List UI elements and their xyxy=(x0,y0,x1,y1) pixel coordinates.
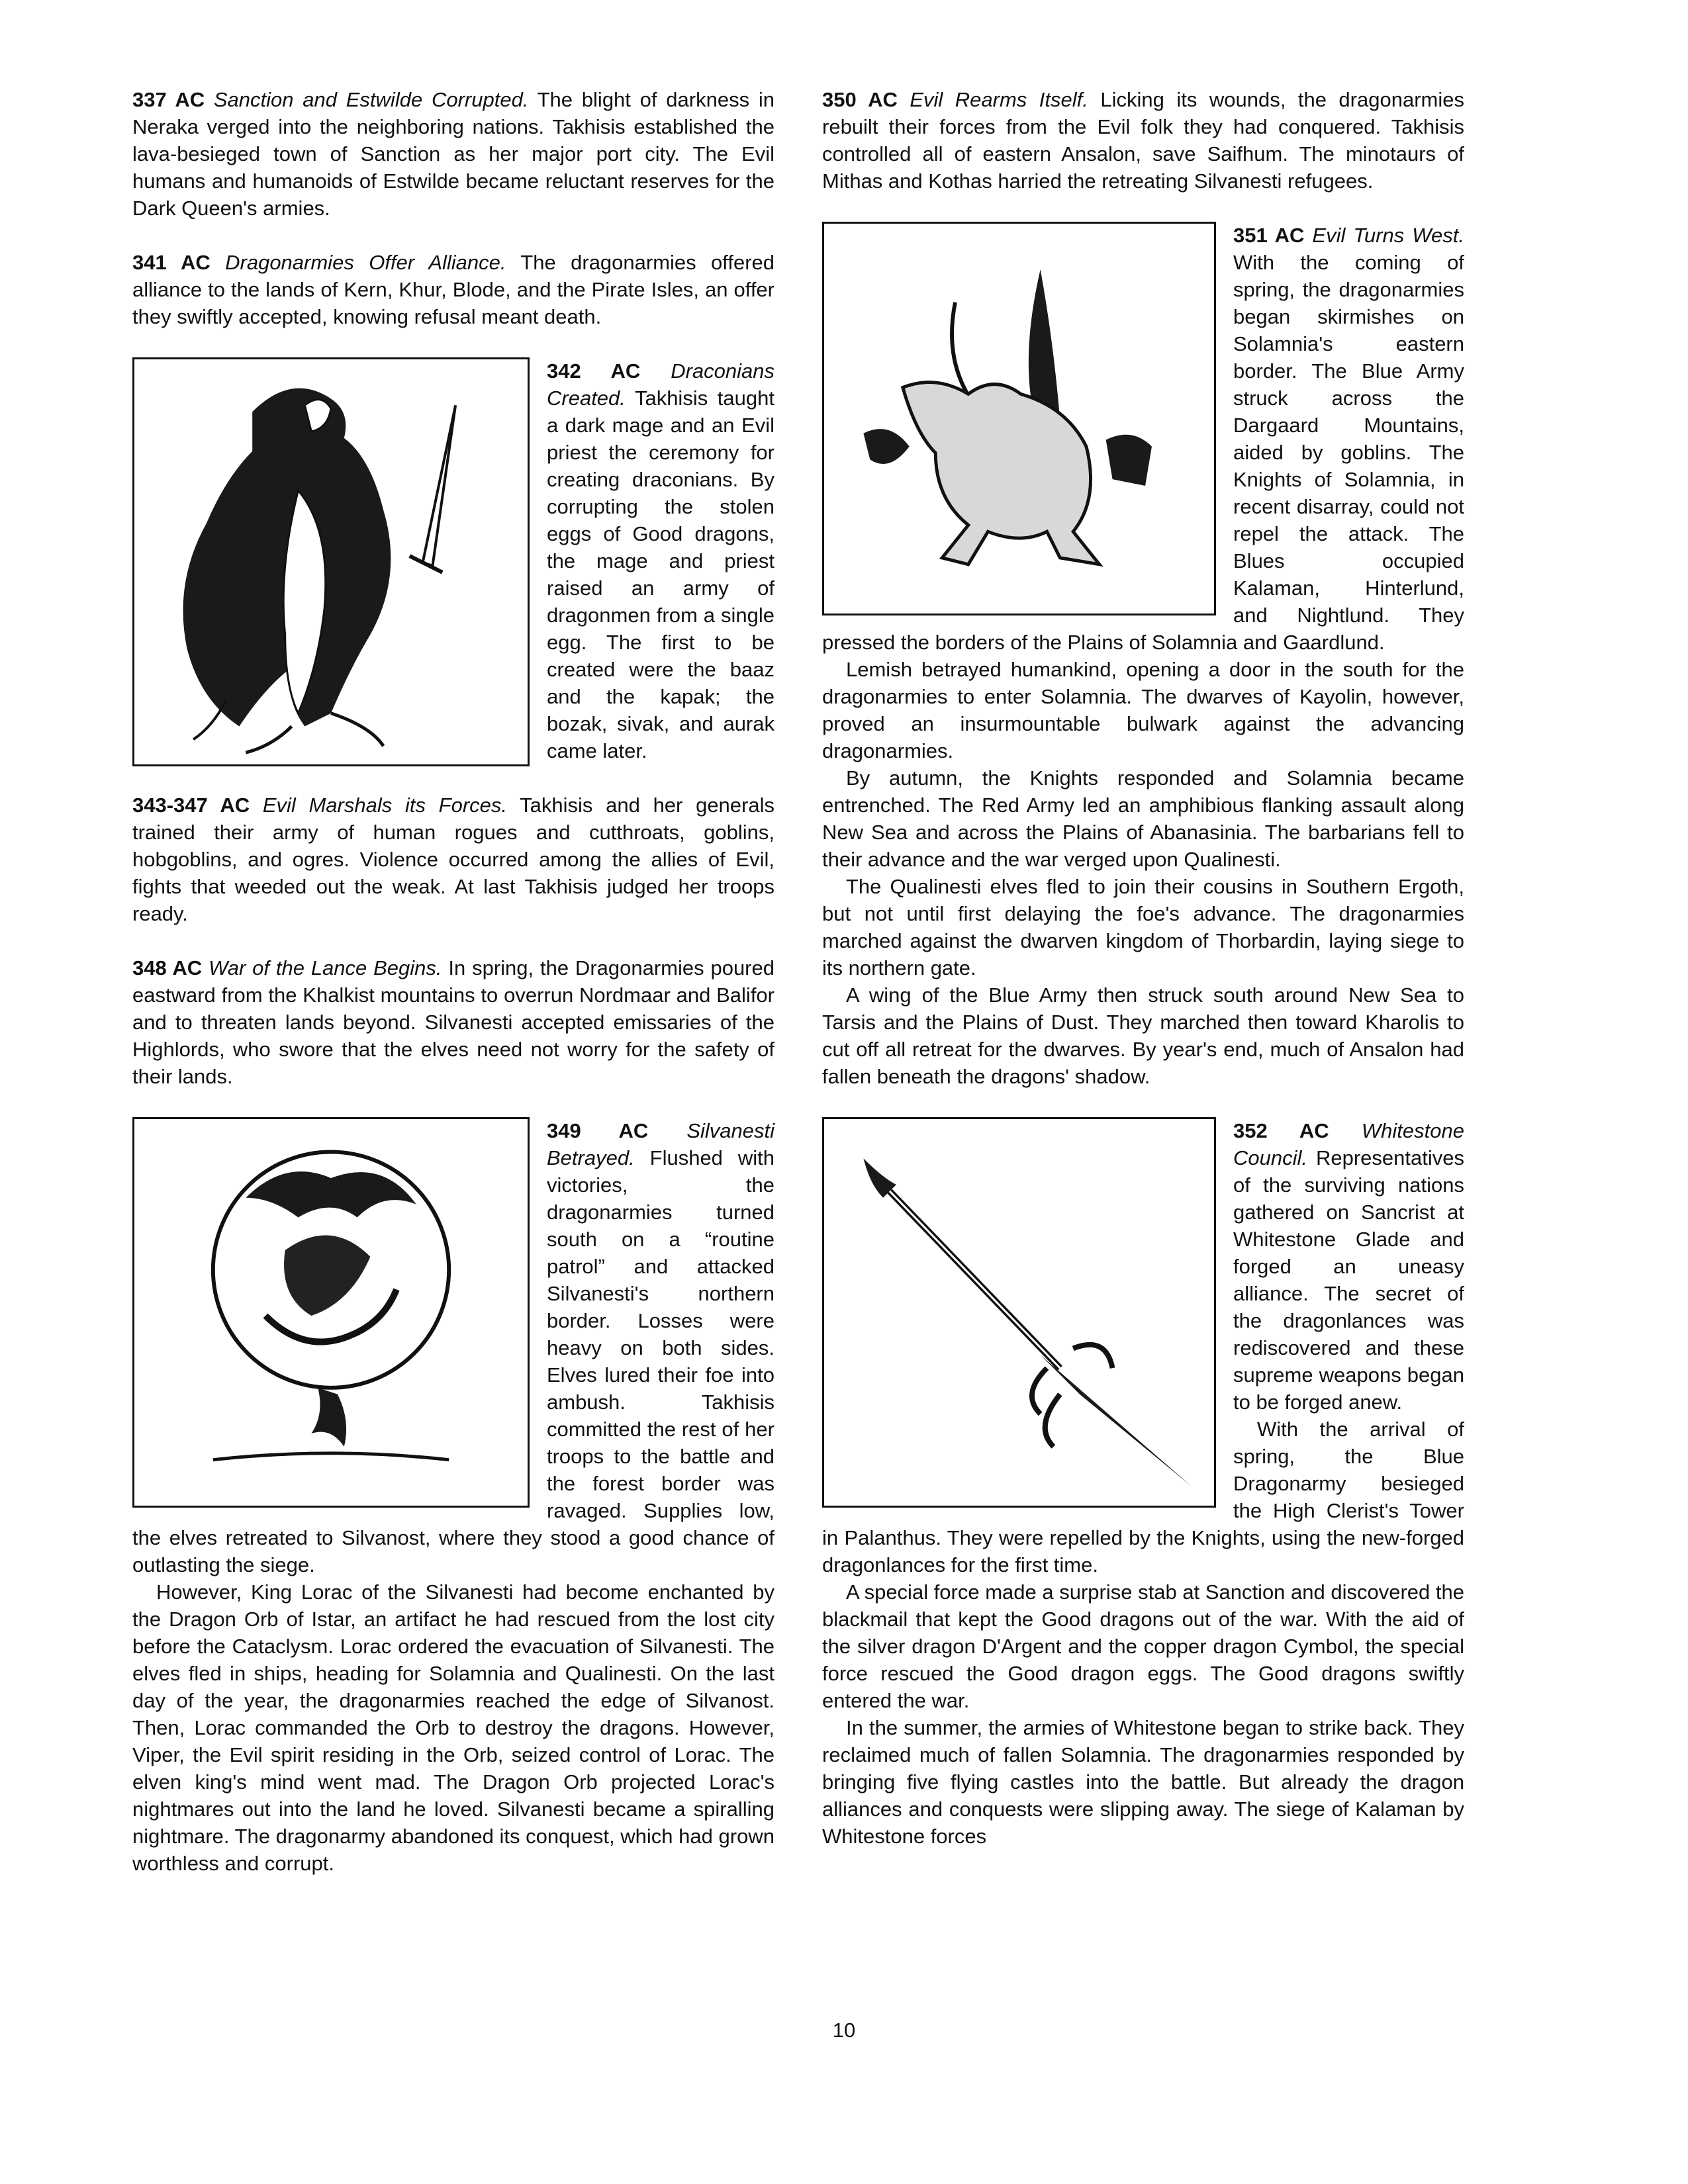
entry-341: 341 AC Dragonarmies Offer Alliance. The dragonarmies offered alliance to the lands of Kern, Khur, Blode, and the Pirate Isles, an offer they swiftly accepted, knowing refusal meant death. xyxy=(132,251,774,328)
draconian-warrior-icon xyxy=(134,359,528,764)
paragraph-351d: The Qualinesti elves fled to join their cousins in Southern Ergoth, but not until first delaying the foe's advance. The dragonarmies marched against the dwarven kingdom of Thorbardin, laying siege to its northern gate. xyxy=(822,875,1464,979)
entry-348: 348 AC War of the Lance Begins. In spring, the Dragonarmies poured eastward from the Khalkist mountains to overrun Nordmaar and Balifor and to threaten lands beyond. Silvanesti accepted emissaries of the Highlords, who swore that the elves need not worry for the safety of their lands. xyxy=(132,956,774,1088)
entry-351: 351 AC Evil Turns West. With the coming of spring, the dragonarmies began skirmishes on Solamnia's eastern border. The Blue Army struck across the Dargaard Mountains, aided by goblins. The Knights of Solamnia, in recent disarray, could not repel the attack. The Blues occupied Kalaman, Hinterlund, and Nightlund. They pressed the borders of the Plains of Solamnia and Gaardlund. xyxy=(822,224,1464,654)
entry-337: 337 AC Sanction and Estwilde Corrupted. The blight of darkness in Neraka verged into the neighboring nations. Takhisis established the lava-besieged town of Sanction as her major port city. The Evil humans and humanoids of Estwilde became reluctant reserves for the Dark Queen's armies. xyxy=(132,88,774,220)
right-column xyxy=(822,86,1464,1850)
dragon-icon xyxy=(824,224,1214,614)
draconian-illustration xyxy=(132,357,530,766)
entry-350: 350 AC Evil Rearms Itself. Licking its wounds, the dragonarmies rebuilt their forces from the Evil folk they had conquered. Takhisis controlled all of eastern Ansalon, save Saifhum. The minotaurs of Mithas and Kothas harried the retreating Silvanesti refugees. xyxy=(822,88,1464,193)
left-column xyxy=(132,86,774,1877)
paragraph-352a: With the arrival of spring, the Blue Dragonarmy besieged the High Clerist's Tower in Palanthus. They were repelled by the Knights, using the new-forged dragonlances for the first time. xyxy=(822,1418,1464,1576)
entry-343-347: 343-347 AC Evil Marshals its Forces. Takhisis and her generals trained their army of human rogues and cutthroats, goblins, hobgoblins, and ogres. Violence occurred among the allies of Evil, fights that weeded out the weak. At last Takhisis judged her troops ready. xyxy=(132,794,774,925)
dragon-rider-illustration xyxy=(822,222,1216,615)
dragonlance-icon xyxy=(824,1119,1214,1506)
dragon-orb-illustration xyxy=(132,1117,530,1508)
paragraph-352c: In the summer, the armies of Whitestone began to strike back. They reclaimed much of fallen Solamnia. The dragonarmies responded by bringing five flying castles into the battle. But already the dragon alliances and conquests were slipping away. The siege of Kalaman by Whitestone forces xyxy=(822,1716,1464,1848)
entry-342: 342 AC Draconians Created. Takhisis taught a dark mage and an Evil priest the ceremony for creating draconians. By corrupting the stolen eggs of Good dragons, the mage and priest raised an army of dragonmen from a single egg. The first to be created were the baaz and the kapak; the bozak, sivak, and aurak came later. xyxy=(547,359,774,762)
dragon-orb-icon xyxy=(134,1119,528,1506)
paragraph-351b: Lemish betrayed humankind, opening a door in the south for the dragonarmies to enter Solamnia. The dwarves of Kayolin, however, proved an insurmountable bulwark against the advancing dragonarmies. xyxy=(822,658,1464,762)
entry-349: 349 AC Silvanesti Betrayed. Flushed with victories, the dragonarmies turned south on a “routine patrol” and attacked Silvanesti's northern border. Losses were heavy on both sides. Elves lured their foe into ambush. Takhisis committed the rest of her troops to the battle and the forest border was ravaged. Supplies low, the elves retreated to Silvanost, where they stood a good chance of outlasting the siege. xyxy=(132,1119,774,1576)
paragraph-351c: By autumn, the Knights responded and Solamnia became entrenched. The Red Army led an amphibious flanking assault along New Sea and across the Plains of Abanasinia. The barbarians fell to their advance and the war verged upon Qualinesti. xyxy=(822,766,1464,871)
entry-352: 352 AC Whitestone Council. Representatives of the surviving nations gathered on Sancrist at Whitestone Glade and forged an uneasy alliance. The secret of the dragonlances was rediscovered and these supreme weapons began to be forged anew. xyxy=(1233,1119,1464,1414)
dragonlance-illustration xyxy=(822,1117,1216,1508)
page-number: 10 xyxy=(832,2019,856,2042)
paragraph-349b: However, King Lorac of the Silvanesti had become enchanted by the Dragon Orb of Istar, an artifact he had rescued from the lost city before the Cataclysm. Lorac ordered the evacuation of Silvanesti. The elves fled in ships, heading for Solamnia and Qualinesti. On the last day of the year, the dragonarmies reached the edge of Silvanost. Then, Lorac commanded the Orb to destroy the dragons. However, Viper, the Evil spirit residing in the Orb, seized control of Lorac. The elven king's mind went mad. The Dragon Orb projected Lorac's nightmares out into the land he loved. Silvanesti became a spiralling nightmare. The dragonarmy abandoned its conquest, which had grown worthless and corrupt. xyxy=(132,1580,774,1875)
paragraph-351e: A wing of the Blue Army then struck south around New Sea to Tarsis and the Plains of Dust. They marched then toward Kharolis to cut off all retreat for the dwarves. By year's end, much of Ansalon had fallen beneath the dragons' shadow. xyxy=(822,983,1464,1088)
paragraph-352b: A special force made a surprise stab at Sanction and discovered the blackmail that kept the Good dragons out of the war. With the aid of the silver dragon D'Argent and the copper dragon Cymbol, the special force rescued the Good dragon eggs. The Good dragons swiftly entered the war. xyxy=(822,1580,1464,1712)
